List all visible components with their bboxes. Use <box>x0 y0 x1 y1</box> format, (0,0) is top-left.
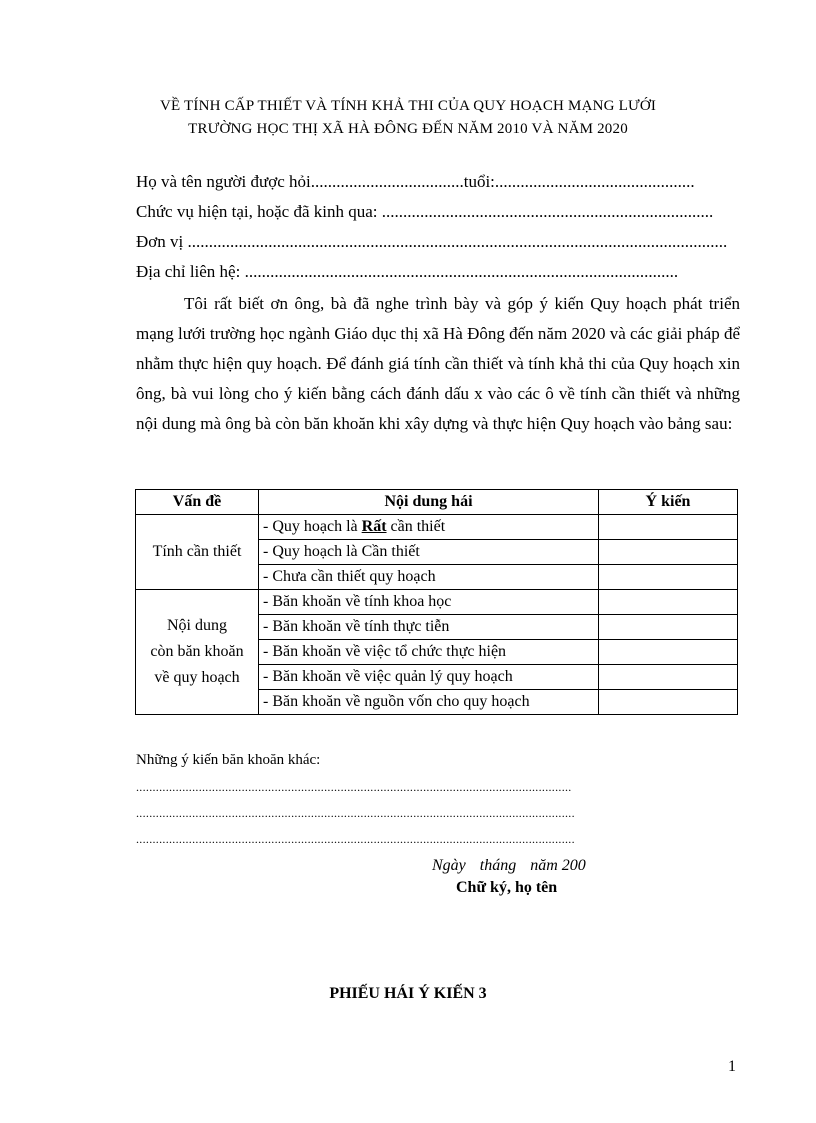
signature-date <box>432 857 586 875</box>
opinion-checkbox-cell[interactable] <box>599 540 738 565</box>
respondent-name-field: Họ và tên người được hỏi....................................tuổi:............................................... <box>136 172 695 191</box>
position-field: Chức vụ hiện tại, hoặc đã kinh qua: .............................................................................. <box>136 202 714 221</box>
table-row <box>136 590 738 615</box>
row-content: - Băn khoăn về tính khoa học <box>259 590 599 615</box>
opinion-checkbox-cell[interactable] <box>599 640 738 665</box>
intro-paragraph: Tôi rất biết ơn ông, bà đã nghe trình bày và góp ý kiến Quy hoạch phát triển mạng lưới trường học ngành Giáo dục thị xã Hà Đông đến năm 2020 và các giải pháp để nhằm thực hiện quy hoạch. Để đánh giá tính cần thiết và tính khả thi của Quy hoạch xin ông, bà vui lòng cho ý kiến bằng cách đánh dấu x vào các ô về tính cần thiết và những nội dung mà ông bà còn băn khoăn khi xây dựng và thực hiện Quy hoạch vào bảng sau: <box>136 294 740 433</box>
row-text-prefix: - Quy hoạch là <box>263 518 362 535</box>
address-field: Địa chỉ liên hệ: ...................................................................................................... <box>136 262 679 281</box>
date-day: Ngày <box>432 857 466 874</box>
table-header-row <box>136 490 738 515</box>
footer-title: PHIẾU HÁI Ý KIẾN 3 <box>329 985 487 1002</box>
header-issue: Vấn đề <box>136 490 259 515</box>
row-text-suffix: cần thiết <box>386 518 446 535</box>
row-content: - Chưa cần thiết quy hoạch <box>259 565 599 590</box>
group-label-line: về quy hoạch <box>154 669 240 686</box>
row-text-emphasis: Rất <box>361 518 387 535</box>
other-opinions-line[interactable]: .................................................................................................................................... <box>136 780 572 794</box>
date-month: tháng <box>479 857 517 874</box>
header-content: Nội dung hái <box>259 490 599 515</box>
opinion-checkbox-cell[interactable] <box>599 690 738 715</box>
row-content: - Băn khoăn về việc tổ chức thực hiện <box>259 640 599 665</box>
opinion-checkbox-cell[interactable] <box>599 565 738 590</box>
row-content <box>259 515 599 540</box>
row-content: - Quy hoạch là Cần thiết <box>259 540 599 565</box>
group-label-line: Nội dung <box>167 617 227 634</box>
title-line-2: TRƯỜNG HỌC THỊ XÃ HÀ ĐÔNG ĐẾN NĂM 2010 VÀ NĂM 2020 <box>188 121 628 137</box>
date-year: năm 200 <box>530 857 586 874</box>
group-concerns-label <box>136 590 259 715</box>
unit-field: Đơn vị ............................................................................................................................... <box>136 232 728 251</box>
other-opinions-label: Những ý kiến băn khoăn khác: <box>136 752 321 768</box>
title-line-1: VỀ TÍNH CẤP THIẾT VÀ TÍNH KHẢ THI CỦA QUY HOẠCH MẠNG LƯỚI <box>159 98 657 114</box>
other-opinions-line[interactable]: ..................................................................................................................................... <box>136 806 575 820</box>
opinion-checkbox-cell[interactable] <box>599 515 738 540</box>
survey-table <box>135 489 738 715</box>
page-number: 1 <box>728 1058 736 1075</box>
opinion-checkbox-cell[interactable] <box>599 665 738 690</box>
group-label-line: còn băn khoăn <box>150 643 244 660</box>
row-content: - Băn khoăn về tính thực tiễn <box>259 615 599 640</box>
header-opinion: Ý kiến <box>599 490 738 515</box>
signature-label: Chữ ký, họ tên <box>456 879 558 896</box>
row-content: - Băn khoăn về nguồn vốn cho quy hoạch <box>259 690 599 715</box>
opinion-checkbox-cell[interactable] <box>599 590 738 615</box>
opinion-checkbox-cell[interactable] <box>599 615 738 640</box>
group-necessity-label: Tính cần thiết <box>136 515 259 590</box>
other-opinions-line[interactable]: ..................................................................................................................................... <box>136 832 575 846</box>
row-content: - Băn khoăn về việc quản lý quy hoạch <box>259 665 599 690</box>
table-row <box>136 515 738 540</box>
